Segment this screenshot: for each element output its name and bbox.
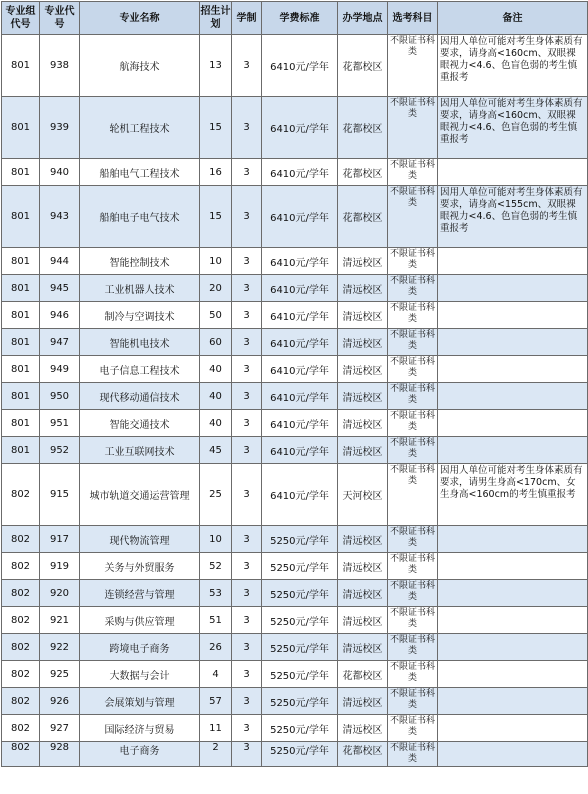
cell-subject: 不限证书科类 — [388, 661, 438, 688]
cell-major-code: 925 — [40, 661, 80, 688]
cell-campus: 花都校区 — [338, 661, 388, 688]
header-plan: 招生计划 — [200, 2, 232, 35]
header-campus: 办学地点 — [338, 2, 388, 35]
cell-campus: 清远校区 — [338, 302, 388, 329]
table-row — [2, 248, 588, 275]
cell-fee: 5250元/学年 — [262, 634, 338, 661]
cell-fee: 6410元/学年 — [262, 97, 338, 159]
cell-major-code: 920 — [40, 580, 80, 607]
cell-years: 3 — [232, 275, 262, 302]
cell-fee: 6410元/学年 — [262, 464, 338, 526]
header-major-code: 专业代号 — [40, 2, 80, 35]
cell-subject: 不限证书科类 — [388, 248, 438, 275]
cell-plan: 15 — [200, 186, 232, 248]
cell-major-name: 工业机器人技术 — [80, 275, 200, 302]
cell-major-name: 现代物流管理 — [80, 526, 200, 553]
table-row — [2, 383, 588, 410]
cell-subject: 不限证书科类 — [388, 275, 438, 302]
cell-campus: 花都校区 — [338, 97, 388, 159]
cell-years: 3 — [232, 356, 262, 383]
cell-campus: 花都校区 — [338, 186, 388, 248]
cell-years: 3 — [232, 186, 262, 248]
cell-years: 3 — [232, 553, 262, 580]
cell-subject: 不限证书科类 — [388, 186, 438, 248]
cell-plan: 25 — [200, 464, 232, 526]
cell-major-code: 952 — [40, 437, 80, 464]
cell-fee: 5250元/学年 — [262, 580, 338, 607]
cell-major-name: 国际经济与贸易 — [80, 715, 200, 742]
cell-major-name: 智能机电技术 — [80, 329, 200, 356]
cell-years: 3 — [232, 634, 262, 661]
cell-years: 3 — [232, 688, 262, 715]
cell-group-code: 802 — [2, 526, 40, 553]
cell-major-name: 现代移动通信技术 — [80, 383, 200, 410]
cell-years: 3 — [232, 464, 262, 526]
cell-major-name: 大数据与会计 — [80, 661, 200, 688]
table-row — [2, 186, 588, 248]
cell-fee: 6410元/学年 — [262, 329, 338, 356]
table-row — [2, 580, 588, 607]
header-major-name: 专业名称 — [80, 2, 200, 35]
cell-remark: 因用人单位可能对考生身体素质有要求，请身高<160cm、双眼裸眼视力<4.6、色盲色弱的考生慎重报考 — [438, 35, 588, 97]
cell-group-code: 801 — [2, 248, 40, 275]
cell-group-code: 801 — [2, 97, 40, 159]
cell-major-code: 921 — [40, 607, 80, 634]
admission-plan-table — [1, 1, 588, 767]
cell-years: 3 — [232, 437, 262, 464]
cell-group-code: 802 — [2, 580, 40, 607]
cell-major-name: 制冷与空调技术 — [80, 302, 200, 329]
cell-campus: 清远校区 — [338, 329, 388, 356]
cell-campus: 清远校区 — [338, 275, 388, 302]
cell-years: 3 — [232, 248, 262, 275]
cell-subject: 不限证书科类 — [388, 607, 438, 634]
cell-remark — [438, 715, 588, 742]
cell-campus: 清远校区 — [338, 553, 388, 580]
cell-major-code: 950 — [40, 383, 80, 410]
table-row — [2, 526, 588, 553]
table-row — [2, 35, 588, 97]
cell-campus: 清远校区 — [338, 688, 388, 715]
cell-subject: 不限证书科类 — [388, 553, 438, 580]
cell-plan: 26 — [200, 634, 232, 661]
cell-major-name: 智能控制技术 — [80, 248, 200, 275]
cell-major-name: 电子信息工程技术 — [80, 356, 200, 383]
header-group-code: 专业组代号 — [2, 2, 40, 35]
cell-group-code: 801 — [2, 329, 40, 356]
header-remark: 备注 — [438, 2, 588, 35]
cell-fee: 5250元/学年 — [262, 742, 338, 767]
cell-plan: 51 — [200, 607, 232, 634]
cell-years: 3 — [232, 580, 262, 607]
table-row — [2, 715, 588, 742]
cell-plan: 15 — [200, 97, 232, 159]
cell-campus: 清远校区 — [338, 248, 388, 275]
cell-fee: 6410元/学年 — [262, 356, 338, 383]
cell-years: 3 — [232, 329, 262, 356]
cell-major-name: 会展策划与管理 — [80, 688, 200, 715]
cell-remark — [438, 302, 588, 329]
cell-major-code: 944 — [40, 248, 80, 275]
cell-years: 3 — [232, 526, 262, 553]
cell-fee: 6410元/学年 — [262, 186, 338, 248]
table-row — [2, 464, 588, 526]
cell-remark — [438, 553, 588, 580]
cell-group-code: 802 — [2, 742, 40, 767]
header-years: 学制 — [232, 2, 262, 35]
cell-years: 3 — [232, 607, 262, 634]
cell-plan: 52 — [200, 553, 232, 580]
cell-group-code: 801 — [2, 302, 40, 329]
cell-major-name: 采购与供应管理 — [80, 607, 200, 634]
cell-remark — [438, 607, 588, 634]
table-row — [2, 159, 588, 186]
cell-major-code: 946 — [40, 302, 80, 329]
cell-subject: 不限证书科类 — [388, 383, 438, 410]
cell-major-name: 航海技术 — [80, 35, 200, 97]
cell-years: 3 — [232, 742, 262, 767]
cell-remark — [438, 437, 588, 464]
cell-plan: 2 — [200, 742, 232, 767]
table-row — [2, 302, 588, 329]
cell-major-name: 连锁经营与管理 — [80, 580, 200, 607]
cell-remark — [438, 742, 588, 767]
cell-major-name: 船舶电子电气技术 — [80, 186, 200, 248]
cell-group-code: 802 — [2, 607, 40, 634]
cell-years: 3 — [232, 715, 262, 742]
cell-subject: 不限证书科类 — [388, 634, 438, 661]
cell-subject: 不限证书科类 — [388, 688, 438, 715]
cell-campus: 清远校区 — [338, 715, 388, 742]
table-row — [2, 329, 588, 356]
cell-plan: 40 — [200, 383, 232, 410]
table-body — [2, 35, 588, 767]
cell-subject: 不限证书科类 — [388, 580, 438, 607]
cell-years: 3 — [232, 97, 262, 159]
cell-group-code: 802 — [2, 634, 40, 661]
cell-group-code: 802 — [2, 553, 40, 580]
table-row — [2, 356, 588, 383]
cell-years: 3 — [232, 159, 262, 186]
cell-group-code: 801 — [2, 186, 40, 248]
cell-fee: 6410元/学年 — [262, 159, 338, 186]
cell-campus: 清远校区 — [338, 580, 388, 607]
cell-subject: 不限证书科类 — [388, 437, 438, 464]
cell-subject: 不限证书科类 — [388, 410, 438, 437]
cell-subject: 不限证书科类 — [388, 302, 438, 329]
cell-subject: 不限证书科类 — [388, 356, 438, 383]
cell-campus: 清远校区 — [338, 383, 388, 410]
cell-subject: 不限证书科类 — [388, 464, 438, 526]
cell-years: 3 — [232, 661, 262, 688]
cell-remark — [438, 275, 588, 302]
cell-major-code: 917 — [40, 526, 80, 553]
cell-group-code: 801 — [2, 159, 40, 186]
cell-subject: 不限证书科类 — [388, 742, 438, 767]
cell-major-name: 电子商务 — [80, 742, 200, 767]
cell-fee: 6410元/学年 — [262, 410, 338, 437]
cell-remark — [438, 410, 588, 437]
cell-remark — [438, 248, 588, 275]
cell-years: 3 — [232, 302, 262, 329]
cell-fee: 5250元/学年 — [262, 715, 338, 742]
cell-group-code: 802 — [2, 464, 40, 526]
cell-remark: 因用人单位可能对考生身体素质有要求，请男生身高<170cm、女生身高<160cm的考生慎重报考 — [438, 464, 588, 526]
cell-remark: 因用人单位可能对考生身体素质有要求，请身高<155cm、双眼裸眼视力<4.6、色盲色弱的考生慎重报考 — [438, 186, 588, 248]
cell-major-code: 945 — [40, 275, 80, 302]
cell-plan: 53 — [200, 580, 232, 607]
cell-fee: 6410元/学年 — [262, 383, 338, 410]
cell-remark — [438, 356, 588, 383]
table-row — [2, 410, 588, 437]
cell-fee: 6410元/学年 — [262, 275, 338, 302]
cell-subject: 不限证书科类 — [388, 35, 438, 97]
cell-major-name: 智能交通技术 — [80, 410, 200, 437]
cell-major-code: 940 — [40, 159, 80, 186]
cell-plan: 60 — [200, 329, 232, 356]
cell-group-code: 801 — [2, 437, 40, 464]
cell-campus: 清远校区 — [338, 634, 388, 661]
cell-group-code: 801 — [2, 383, 40, 410]
cell-years: 3 — [232, 383, 262, 410]
cell-fee: 5250元/学年 — [262, 553, 338, 580]
cell-plan: 10 — [200, 526, 232, 553]
cell-major-code: 949 — [40, 356, 80, 383]
cell-remark — [438, 526, 588, 553]
cell-plan: 45 — [200, 437, 232, 464]
cell-campus: 花都校区 — [338, 35, 388, 97]
cell-major-code: 951 — [40, 410, 80, 437]
cell-remark — [438, 383, 588, 410]
cell-group-code: 802 — [2, 688, 40, 715]
cell-subject: 不限证书科类 — [388, 329, 438, 356]
cell-major-name: 轮机工程技术 — [80, 97, 200, 159]
cell-fee: 5250元/学年 — [262, 661, 338, 688]
cell-plan: 40 — [200, 356, 232, 383]
cell-campus: 清远校区 — [338, 356, 388, 383]
cell-group-code: 801 — [2, 356, 40, 383]
cell-years: 3 — [232, 410, 262, 437]
cell-major-code: 947 — [40, 329, 80, 356]
cell-group-code: 801 — [2, 410, 40, 437]
cell-plan: 40 — [200, 410, 232, 437]
cell-subject: 不限证书科类 — [388, 159, 438, 186]
table-row — [2, 553, 588, 580]
cell-major-code: 943 — [40, 186, 80, 248]
cell-campus: 花都校区 — [338, 159, 388, 186]
cell-major-code: 938 — [40, 35, 80, 97]
table-row — [2, 275, 588, 302]
cell-campus: 花都校区 — [338, 742, 388, 767]
cell-fee: 6410元/学年 — [262, 35, 338, 97]
table-row — [2, 437, 588, 464]
cell-major-name: 城市轨道交通运营管理 — [80, 464, 200, 526]
cell-subject: 不限证书科类 — [388, 97, 438, 159]
cell-major-name: 跨境电子商务 — [80, 634, 200, 661]
cell-major-name: 船舶电气工程技术 — [80, 159, 200, 186]
cell-plan: 16 — [200, 159, 232, 186]
table-row — [2, 634, 588, 661]
table-header-row — [2, 2, 588, 35]
cell-major-code: 926 — [40, 688, 80, 715]
cell-years: 3 — [232, 35, 262, 97]
cell-remark — [438, 159, 588, 186]
cell-group-code: 801 — [2, 275, 40, 302]
cell-fee: 6410元/学年 — [262, 248, 338, 275]
cell-campus: 清远校区 — [338, 607, 388, 634]
header-fee: 学费标准 — [262, 2, 338, 35]
table-row — [2, 742, 588, 767]
cell-group-code: 802 — [2, 661, 40, 688]
cell-major-code: 922 — [40, 634, 80, 661]
cell-plan: 50 — [200, 302, 232, 329]
cell-major-code: 939 — [40, 97, 80, 159]
cell-remark — [438, 688, 588, 715]
cell-campus: 天河校区 — [338, 464, 388, 526]
cell-fee: 5250元/学年 — [262, 688, 338, 715]
cell-fee: 6410元/学年 — [262, 437, 338, 464]
cell-campus: 清远校区 — [338, 526, 388, 553]
table-row — [2, 661, 588, 688]
cell-plan: 20 — [200, 275, 232, 302]
cell-plan: 57 — [200, 688, 232, 715]
cell-fee: 6410元/学年 — [262, 302, 338, 329]
cell-campus: 清远校区 — [338, 437, 388, 464]
cell-plan: 11 — [200, 715, 232, 742]
cell-fee: 5250元/学年 — [262, 526, 338, 553]
cell-subject: 不限证书科类 — [388, 526, 438, 553]
header-subject: 选考科目 — [388, 2, 438, 35]
cell-major-name: 关务与外贸服务 — [80, 553, 200, 580]
cell-fee: 5250元/学年 — [262, 607, 338, 634]
table-row — [2, 607, 588, 634]
cell-major-code: 919 — [40, 553, 80, 580]
cell-group-code: 801 — [2, 35, 40, 97]
cell-plan: 10 — [200, 248, 232, 275]
cell-group-code: 802 — [2, 715, 40, 742]
cell-major-code: 928 — [40, 742, 80, 767]
cell-remark — [438, 580, 588, 607]
cell-subject: 不限证书科类 — [388, 715, 438, 742]
cell-remark — [438, 329, 588, 356]
cell-major-code: 927 — [40, 715, 80, 742]
cell-major-name: 工业互联网技术 — [80, 437, 200, 464]
cell-campus: 清远校区 — [338, 410, 388, 437]
cell-remark — [438, 634, 588, 661]
table-row — [2, 688, 588, 715]
cell-plan: 4 — [200, 661, 232, 688]
cell-remark: 因用人单位可能对考生身体素质有要求，请身高<160cm、双眼裸眼视力<4.6、色盲色弱的考生慎重报考 — [438, 97, 588, 159]
cell-plan: 13 — [200, 35, 232, 97]
cell-remark — [438, 661, 588, 688]
table-row — [2, 97, 588, 159]
cell-major-code: 915 — [40, 464, 80, 526]
